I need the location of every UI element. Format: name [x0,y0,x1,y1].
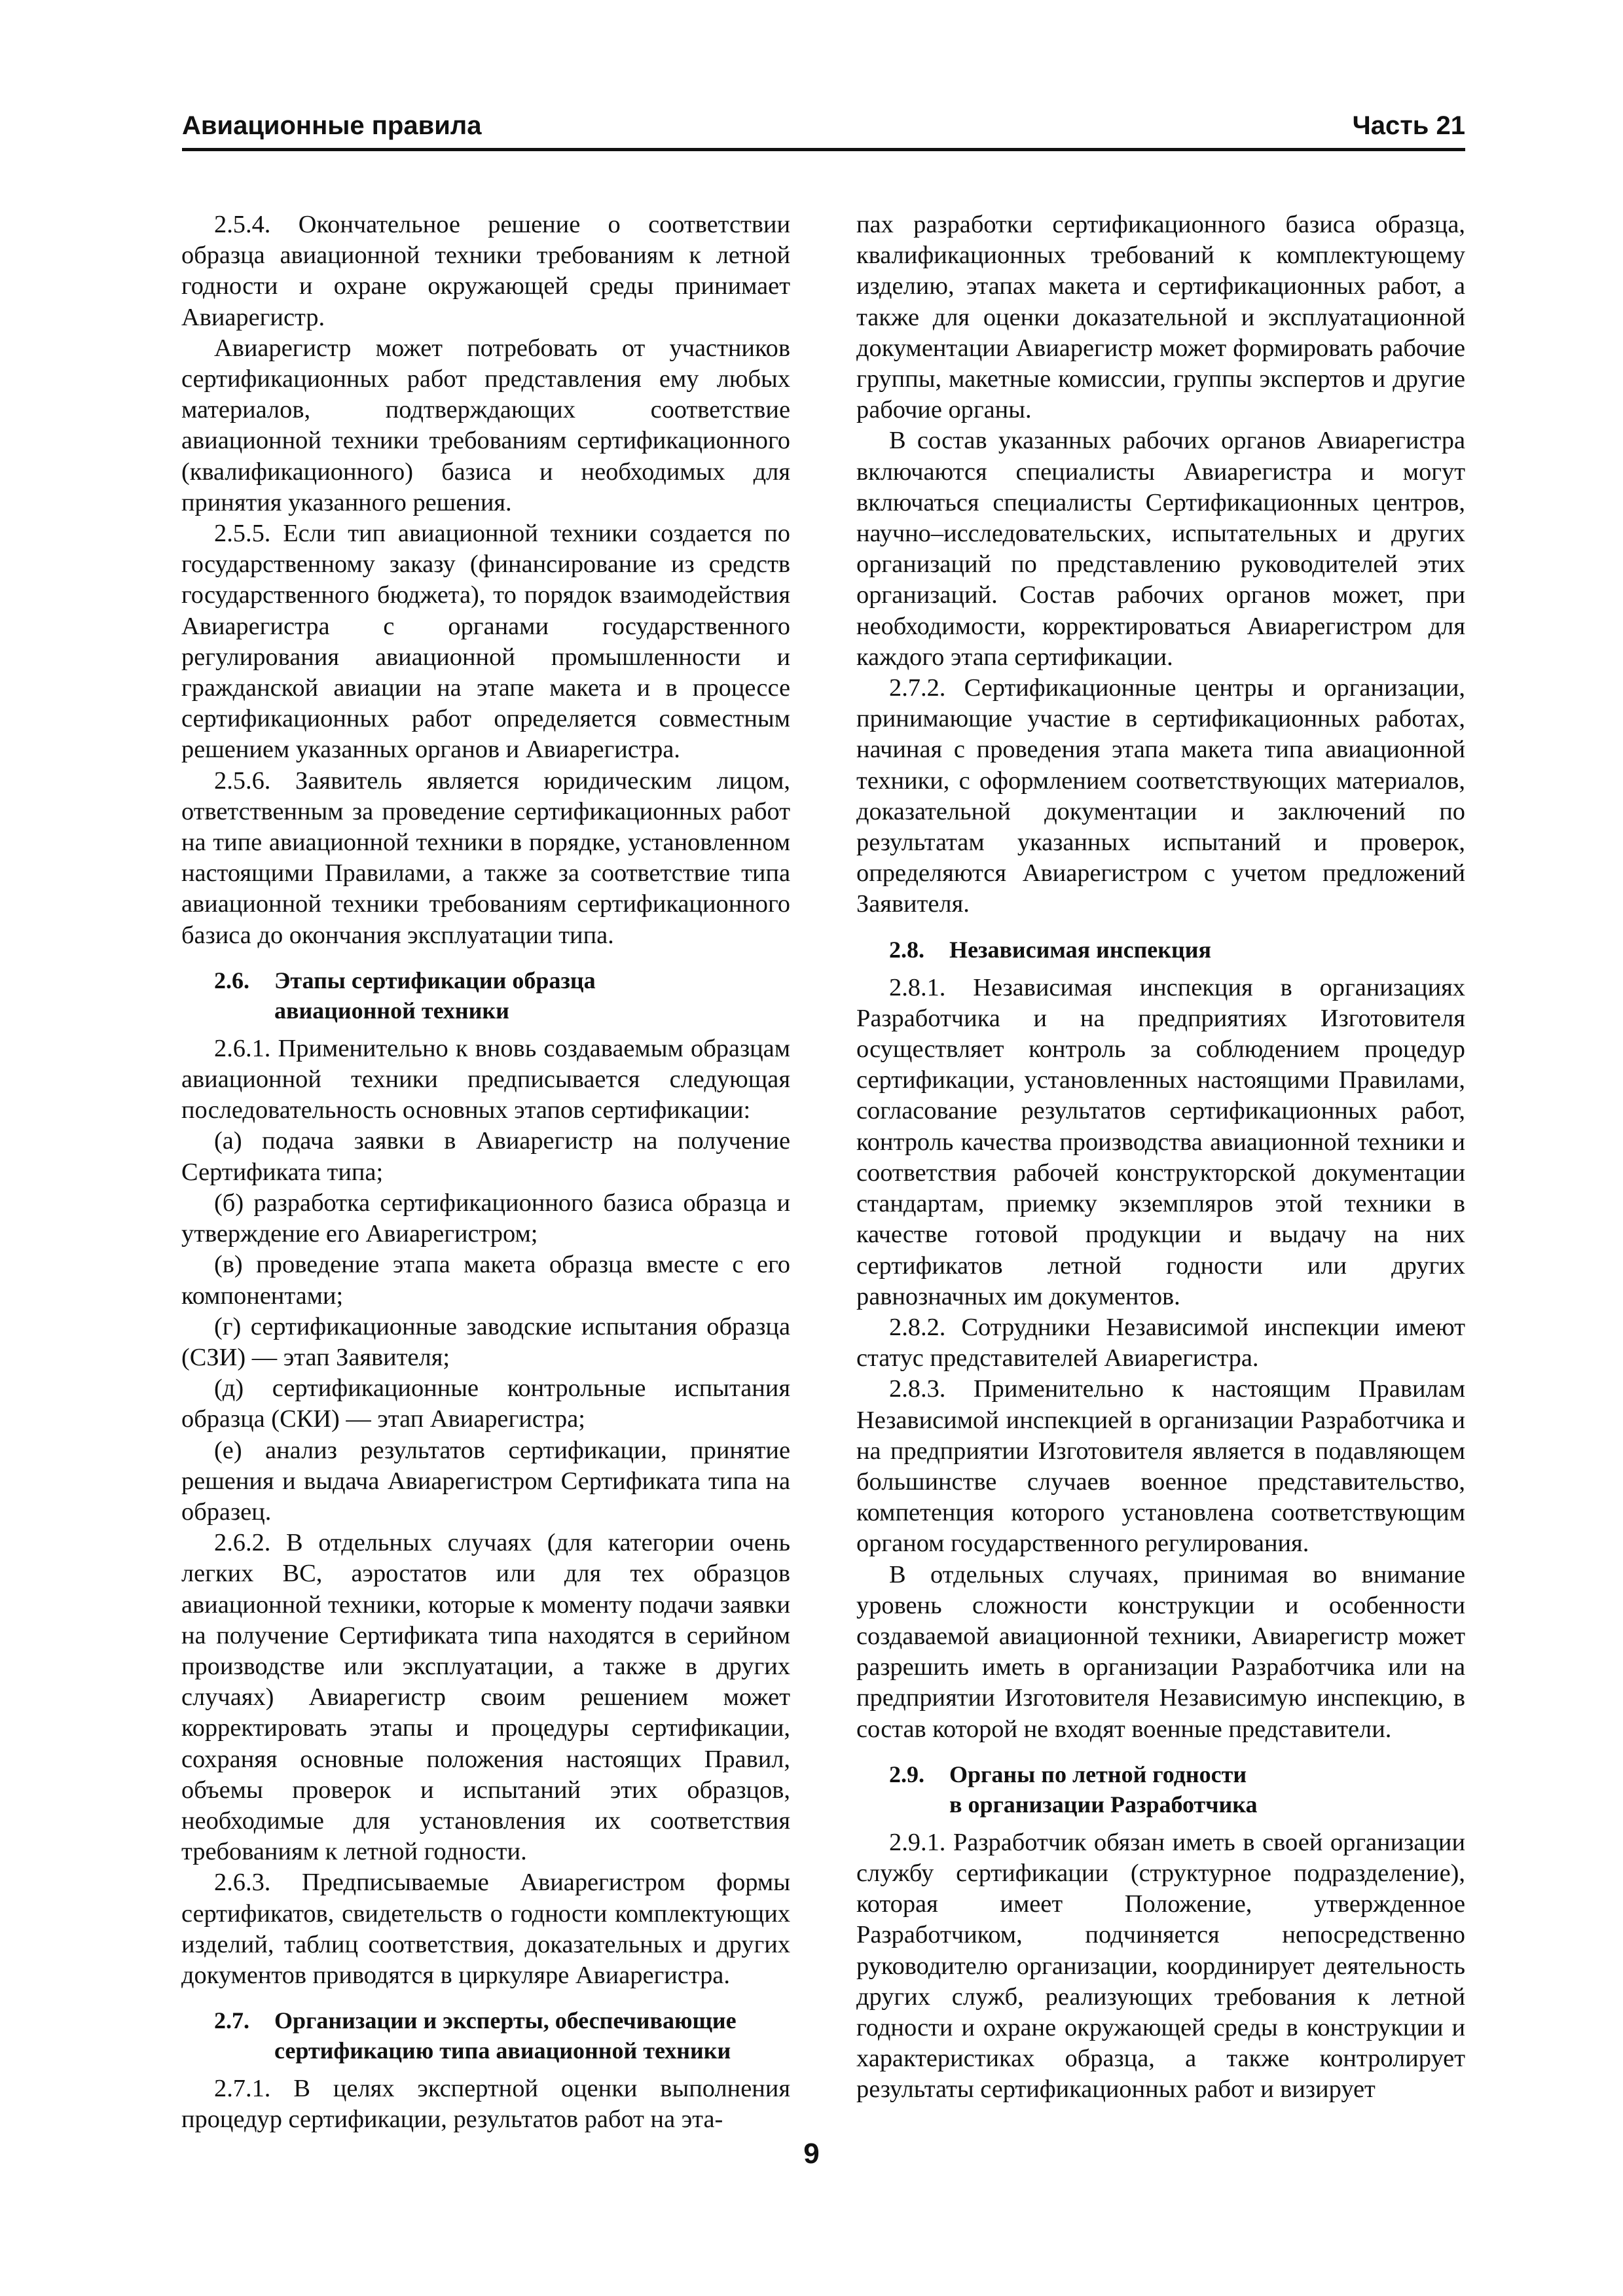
paragraph-2-7-1: 2.7.1. В целях экспертной оценки выполнения процедур сертификации, результатов работ на эта- [181,2075,790,2134]
paragraph-2-8-1: 2.8.1. Независимая инспекция в организациях Разработчика и на предприятиях Изготовителя осуществляет контроль за соблюдением процедур сертификации, установленных настоящими Правилами, согласование результатов сертификационных работ, контроль качества производства авиационной техники и соответствия рабочей конструкторской документации стандартам, приемку экземпляров этой техники в качестве готовой продукции и выдачу на них сертификатов летной годности или других равнозначных им документов. [856,973,1465,1310]
paragraph-2-8-2: 2.8.2. Сотрудники Независимой инспекции имеют статус представителей Авиарегистра. [856,1313,1465,1372]
right-column [856,209,1465,2106]
section-title-line: Органы по летной годности [949,1761,1247,1787]
list-item: (г) сертификационные заводские испытания образца (СЗИ) — этап Заявителя; [181,1312,790,1371]
section-title-line: Этапы сертификации образца [274,967,596,994]
section-title [274,2005,790,2066]
paragraph-2-6-3: 2.6.3. Предписываемые Авиарегистром формы сертификатов, свидетельств о годности комплектующих изделий, таблиц соответствия, доказательных и других документов приводятся в циркуляре Авиарегистра. [181,1869,790,1989]
list-item: (в) проведение этапа макета образца вместе с его компонентами; [181,1251,790,1310]
list-item: (д) сертификационные контрольные испытания образца (СКИ) — этап Авиарегистра; [181,1374,790,1433]
header-rule [182,148,1465,151]
section-heading-2-9 [856,1759,1465,1820]
page-number: 9 [803,2138,820,2170]
section-heading-2-7 [181,2005,790,2066]
list-item: (е) анализ результатов сертификации, принятие решения и выдача Авиарегистром Сертификата типа на образец. [181,1436,790,1526]
paragraph-2-5-4: 2.5.4. Окончательное решение о соответствии образца авиационной техники требованиям к летной годности и охране окружающей среды принимает Авиарегистр. [181,211,790,331]
section-heading-2-6 [181,965,790,1026]
paragraph-2-5-5: 2.5.5. Если тип авиационной техники создается по государственному заказу (финансирование из средств государственного бюджета), то порядок взаимодействия Авиарегистра с органами государственного регулирования авиационной промышленности и гражданской авиации на этапе макета и в процессе сертификационных работ определяется совместным решением указанных органов и Авиарегистра. [181,520,790,764]
section-title [274,965,790,1026]
section-number: 2.9. [889,1761,924,1787]
section-title-line: в организации Разработчика [949,1791,1258,1818]
section-title-line: авиационной техники [274,997,509,1024]
left-column [181,209,790,2136]
paragraph-2-7-2: 2.7.2. Сертификационные центры и организации, принимающие участие в сертификационных работах, начиная с проведения этапа макета типа авиационной техники, с оформлением соответствующих материалов, доказательной документации и заключений по результатам указанных испытаний и проверок, определяются Авиарегистром с учетом предложений Заявителя. [856,674,1465,918]
section-number: 2.8. [889,936,924,963]
paragraph-2-9-1: 2.9.1. Разработчик обязан иметь в своей организации службу сертификации (структурное подразделение), которая имеет Положение, утвержденное Разработчиком, подчиняется непосредственно руководителю организации, координирует деятельность других служб, реализующих требования к летной годности и охране окружающей среды в конструкции и характеристиках образца, а также контролирует результаты сертификационных работ и визирует [856,1828,1465,2104]
header-part-number: Часть 21 [1352,111,1465,140]
section-title: Независимая инспекция [949,936,1211,963]
paragraph-2-8-3: 2.8.3. Применительно к настоящим Правилам Независимой инспекцией в организации Разработчика и на предприятии Изготовителя является в подавляющем большинстве случаев военное представительство, компетенция которого установлена соответствующим органом государственного регулирования. [856,1375,1465,1558]
section-title [949,1759,1465,1820]
list-item: (а) подача заявки в Авиарегистр на получение Сертификата типа; [181,1127,790,1186]
paragraph-2-6-1: 2.6.1. Применительно к вновь создаваемым образцам авиационной техники предписывается следующая последовательность основных этапов сертификации: [181,1034,790,1124]
paragraph: Авиарегистр может потребовать от участников сертификационных работ представления ему любых материалов, подтверждающих соответствие авиационной техники требованиям сертификационного (квалификационного) базиса и необходимых для принятия указанного решения. [181,334,790,516]
section-number: 2.6. [214,967,249,994]
paragraph-2-5-6: 2.5.6. Заявитель является юридическим лицом, ответственным за проведение сертификационных работ на типе авиационной техники в порядке, установленном настоящими Правилами, а также за соответствие типа авиационной техники требованиям сертификационного базиса до окончания эксплуатации типа. [181,766,790,949]
paragraph: В состав указанных рабочих органов Авиарегистра включаются специалисты Авиарегистра и могут включаться специалисты Сертификационных центров, научно–исследовательских, испытательных и других организаций по представлению руководителей этих организаций. Состав рабочих органов может, при необходимости, корректироваться Авиарегистром для каждого этапа сертификации. [856,427,1465,671]
section-title-line: Организации и эксперты, обеспечивающие [274,2007,737,2034]
paragraph-continued: пах разработки сертификационного базиса образца, квалификационных требований к комплектующему изделию, этапах макета и сертификационных работ, а также для оценки доказательной и эксплуатационной документации Авиарегистр может формировать рабочие группы, макетные комиссии, группы экспертов и другие рабочие органы. [856,211,1465,424]
section-number: 2.7. [214,2007,249,2034]
header-title: Авиационные правила [182,111,482,140]
section-title-line: сертификацию типа авиационной техники [274,2037,731,2064]
paragraph: В отдельных случаях, принимая во внимание уровень сложности конструкции и особенности создаваемой авиационной техники, Авиарегистр может разрешить иметь в организации Разработчика или на предприятии Изготовителя Независимую инспекцию, в состав которой не входят военные представители. [856,1560,1465,1743]
running-header [182,105,1465,157]
section-heading-2-8 [856,935,1465,965]
paragraph-2-6-2: 2.6.2. В отдельных случаях (для категории очень легких ВС, аэростатов или для тех образцов авиационной техники, которые к моменту подачи заявки на получение Сертификата типа находятся в серийном производстве или эксплуатации, а также в других случаях) Авиарегистр своим решением может корректировать этапы и процедуры сертификации, сохраняя основные положения настоящих Правил, объемы проверок и испытаний этих образцов, необходимые для установления их соответствия требованиям к летной годности. [181,1529,790,1866]
list-item: (б) разработка сертификационного базиса образца и утверждение его Авиарегистром; [181,1189,790,1248]
